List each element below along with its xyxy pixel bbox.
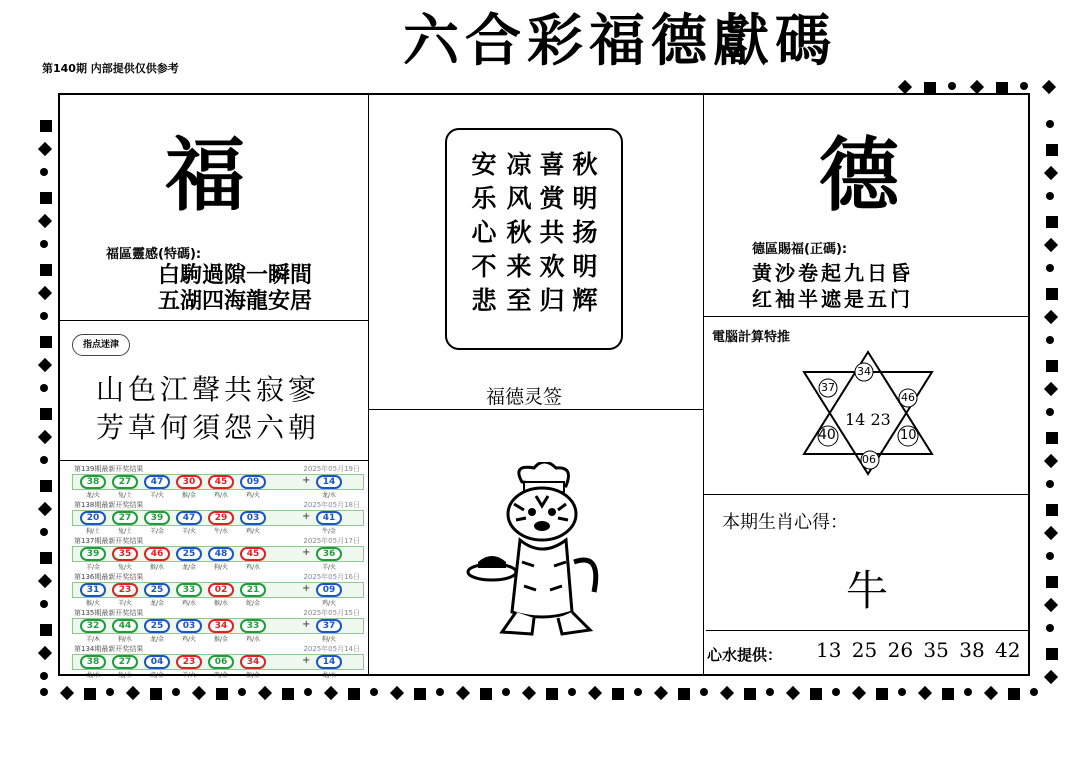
result-ball: 25 [176,547,202,561]
scroll-column-1: 秋 明 扬 明 辉 [572,150,598,315]
border-shape [810,688,822,700]
result-zodiac: 鸡/水 [213,492,229,499]
result-ball: 25 [144,583,170,597]
result-ball: 32 [80,619,106,633]
result-zodiac: 猴/水 [149,564,165,571]
border-shape [150,688,162,700]
result-zodiac: 龙/水 [321,672,337,679]
result-ball: 23 [176,655,202,669]
result-row [72,574,364,607]
border-shape [1046,144,1058,156]
border-shape [720,686,734,700]
result-zodiac: 羊/火 [149,492,165,499]
result-special-ball: 37 [316,619,342,633]
border-shape [480,688,492,700]
border-shape [948,82,956,90]
result-special-ball: 14 [316,475,342,489]
heart-numbers-value: 13 25 26 35 38 42 [816,638,1021,662]
border-shape [304,688,312,696]
border-shape [744,688,756,700]
result-zodiac: 鸡/水 [245,564,261,571]
border-shape [40,624,52,636]
result-heading: 第139期最新开奖结果 [74,465,144,473]
result-row [72,466,364,499]
result-zodiac: 龙/金 [149,600,165,607]
result-zodiac: 猴/金 [213,636,229,643]
result-zodiac: 兔/土 [117,528,133,535]
border-shape [106,688,114,696]
star-number-lower-left: 40 [818,427,836,443]
result-ball: 30 [176,475,202,489]
result-special-ball: 09 [316,583,342,597]
border-shape [1046,216,1058,228]
border-shape [40,384,48,392]
border-shape [38,358,52,372]
border-shape [1046,120,1054,128]
border-shape [40,552,52,564]
result-zodiac: 龙/金 [149,636,165,643]
result-ball: 27 [112,655,138,669]
border-shape [282,688,294,700]
fu-line-2: 五湖四海龍安居 [158,288,313,314]
border-shape [40,456,48,464]
border-shape [1046,264,1054,272]
result-ball: 34 [208,619,234,633]
border-shape [40,168,48,176]
border-shape [172,688,180,696]
result-row [72,502,364,535]
result-zodiac: 虎/金 [149,672,165,679]
result-date: 2025年05月18日 [303,501,360,509]
result-zodiac: 羊/金 [85,564,101,571]
divider-heart [706,630,1029,631]
border-shape [238,688,246,696]
border-shape [1020,82,1028,90]
result-zodiac: 龙/火 [85,492,101,499]
result-zodiac: 鸡/水 [245,636,261,643]
page-title: 六合彩福德獻碼 [403,8,837,74]
zodiac-value: 牛 [846,566,889,615]
result-zodiac: 蛇/金 [245,600,261,607]
result-row [72,610,364,643]
result-ball: 27 [112,511,138,525]
border-shape [1046,336,1054,344]
result-zodiac: 兔/火 [117,564,133,571]
result-ball: 06 [208,655,234,669]
border-shape [40,528,48,536]
border-shape [60,686,74,700]
result-zodiac: 猴/金 [245,672,261,679]
fu-line-1: 白駒過隙一瞬間 [158,262,313,288]
border-shape [502,688,510,696]
result-heading: 第134期最新开奖结果 [74,645,144,653]
border-shape [456,686,470,700]
result-zodiac: 猴/水 [213,600,229,607]
result-heading: 第137期最新开奖结果 [74,537,144,545]
result-row [72,538,364,571]
result-ball: 45 [240,547,266,561]
hint-line-1: 山色江聲共寂寥 [96,373,321,406]
result-zodiac: 鸡/火 [181,636,197,643]
result-ball: 45 [208,475,234,489]
scroll-column-4: 安 乐 心 不 悲 [471,150,497,315]
result-zodiac: 狗/火 [321,636,337,643]
border-shape [414,688,426,700]
border-shape [1046,432,1058,444]
result-ball: 48 [208,547,234,561]
divider-fu [59,320,368,321]
border-shape [522,686,536,700]
result-zodiac: 兔/土 [117,492,133,499]
border-shape [766,688,774,696]
border-shape [126,686,140,700]
divider-computer [703,494,1029,495]
border-shape [40,240,48,248]
tiger-chef-mascot [462,462,612,642]
border-shape [1042,80,1056,94]
star-number-upper-right: 46 [901,391,915,404]
result-zodiac: 猴/金 [181,492,197,499]
result-zodiac: 鸡/金 [213,672,229,679]
star-number-lower-right: 10 [900,428,917,443]
result-ball: 34 [240,655,266,669]
border-shape [700,688,708,696]
scroll-column-3: 凉 风 秋 来 至 [506,150,532,315]
border-shape [38,142,52,156]
border-shape [1044,670,1058,684]
border-shape [38,214,52,228]
border-shape [40,312,48,320]
border-shape [588,686,602,700]
border-shape [1046,192,1054,200]
border-shape [40,480,52,492]
border-shape [40,192,52,204]
border-shape [1046,360,1058,372]
star-center-numbers: 14 23 [845,410,891,429]
border-shape [1046,552,1054,560]
border-shape [1044,166,1058,180]
border-shape [1046,288,1058,300]
border-shape [390,686,404,700]
border-shape [654,686,668,700]
border-shape [348,688,360,700]
result-ball: 33 [176,583,202,597]
border-shape [898,80,912,94]
result-zodiac: 羊/火 [181,672,197,679]
border-shape [84,688,96,700]
star-number-top: 34 [857,365,871,378]
border-shape [876,688,888,700]
border-shape [568,688,576,696]
divider-hint [59,460,368,461]
result-zodiac: 羊/金 [149,528,165,535]
border-shape [898,688,906,696]
border-shape [1046,648,1058,660]
result-ball: 09 [240,475,266,489]
result-date: 2025年05月19日 [303,465,360,473]
de-line-2: 红袖半遮是五门 [752,287,913,311]
hint-line-2: 芳草何須怨六朝 [96,411,321,444]
result-date: 2025年05月15日 [303,609,360,617]
issue-note: 第140期 内部提供仅供参考 [42,62,179,75]
result-heading: 第135期最新开奖结果 [74,609,144,617]
border-shape [370,688,378,696]
border-shape [192,686,206,700]
result-zodiac: 鸡/火 [321,600,337,607]
result-date: 2025年05月16日 [303,573,360,581]
result-ball: 39 [80,547,106,561]
result-special-ball: 36 [316,547,342,561]
result-zodiac: 羊/火 [117,600,133,607]
border-shape [634,688,642,696]
border-shape [678,688,690,700]
result-plus-sign: + [302,583,311,594]
border-shape [786,686,800,700]
result-ball: 33 [240,619,266,633]
border-shape [1044,382,1058,396]
border-shape [216,688,228,700]
result-heading: 第138期最新开奖结果 [74,501,144,509]
result-special-ball: 41 [316,511,342,525]
result-ball: 44 [112,619,138,633]
result-zodiac: 狗/火 [213,564,229,571]
border-shape [964,688,972,696]
result-zodiac: 猴/火 [85,600,101,607]
result-zodiac: 龙/水 [85,672,101,679]
fu-label: 福區靈感(特碼): [106,247,202,262]
border-shape [546,688,558,700]
border-shape [970,80,984,94]
border-shape [38,502,52,516]
result-ball: 47 [144,475,170,489]
border-shape [942,688,954,700]
divider-right [703,94,704,675]
result-ball: 23 [112,583,138,597]
fu-big-char: 福 [165,128,245,222]
result-zodiac: 兔/土 [117,672,133,679]
border-shape [1044,310,1058,324]
border-shape [38,286,52,300]
result-ball: 29 [208,511,234,525]
border-shape [1046,480,1054,488]
result-ball: 20 [80,511,106,525]
result-zodiac: 牛/水 [213,528,229,535]
scroll-caption: 福德灵签 [486,386,563,408]
border-shape [918,686,932,700]
result-ball: 35 [112,547,138,561]
result-ball: 46 [144,547,170,561]
border-shape [1046,624,1054,632]
result-zodiac: 羊/火 [181,528,197,535]
computer-label: 電腦計算特推 [712,330,791,345]
border-shape [258,686,272,700]
result-plus-sign: + [302,547,311,558]
result-ball: 38 [80,655,106,669]
result-zodiac: 羊/火 [321,564,337,571]
border-shape [1030,688,1038,696]
border-shape [1046,504,1058,516]
result-ball: 04 [144,655,170,669]
result-zodiac: 狗/水 [117,636,133,643]
border-shape [324,686,338,700]
border-shape [436,688,444,696]
border-shape [1044,598,1058,612]
result-date: 2025年05月14日 [303,645,360,653]
result-ball: 38 [80,475,106,489]
border-shape [40,336,52,348]
zodiac-label: 本期生肖心得： [722,512,848,533]
border-shape [612,688,624,700]
result-zodiac: 羊/木 [85,636,101,643]
border-shape [40,264,52,276]
result-ball: 03 [240,511,266,525]
result-zodiac: 狗/土 [85,528,101,535]
result-date: 2025年05月17日 [303,537,360,545]
divider-scroll [368,409,703,410]
star-number-upper-left: 37 [821,381,835,394]
result-zodiac: 鸡/水 [181,600,197,607]
result-heading: 第136期最新开奖结果 [74,573,144,581]
result-ball: 03 [176,619,202,633]
border-shape [40,408,52,420]
divider-left [368,94,369,675]
result-ball: 47 [176,511,202,525]
result-special-ball: 14 [316,655,342,669]
de-line-1: 黄沙卷起九日昏 [752,261,913,285]
border-shape [38,430,52,444]
border-shape [40,688,48,696]
border-shape [40,672,48,680]
hint-tag: 指点迷津 [72,334,130,356]
result-plus-sign: + [302,475,311,486]
scroll-column-2: 喜 赏 共 欢 归 [539,150,565,315]
result-zodiac: 龙/金 [181,564,197,571]
result-plus-sign: + [302,619,311,630]
border-shape [38,646,52,660]
border-shape [40,120,52,132]
result-ball: 21 [240,583,266,597]
result-zodiac: 龙/水 [321,492,337,499]
border-shape [40,600,48,608]
result-zodiac: 鸡/火 [245,492,261,499]
border-shape [1046,408,1054,416]
de-big-char: 德 [819,128,899,222]
border-shape [832,688,840,696]
result-ball: 31 [80,583,106,597]
result-zodiac: 牛/金 [321,528,337,535]
border-shape [1046,576,1058,588]
border-shape [1044,526,1058,540]
heart-numbers-label: 心水提供： [707,646,783,664]
de-label: 德區賜福(正碼): [752,242,848,257]
result-ball: 39 [144,511,170,525]
border-shape [852,686,866,700]
result-ball: 02 [208,583,234,597]
border-shape [1044,454,1058,468]
border-shape [984,686,998,700]
result-zodiac: 鸡/火 [245,528,261,535]
result-plus-sign: + [302,511,311,522]
border-shape [38,574,52,588]
border-shape [1044,238,1058,252]
result-ball: 27 [112,475,138,489]
border-shape [1008,688,1020,700]
result-plus-sign: + [302,655,311,666]
result-row [72,646,364,679]
divider-de [703,316,1029,317]
star-number-bottom: 06 [862,453,876,466]
result-ball: 25 [144,619,170,633]
